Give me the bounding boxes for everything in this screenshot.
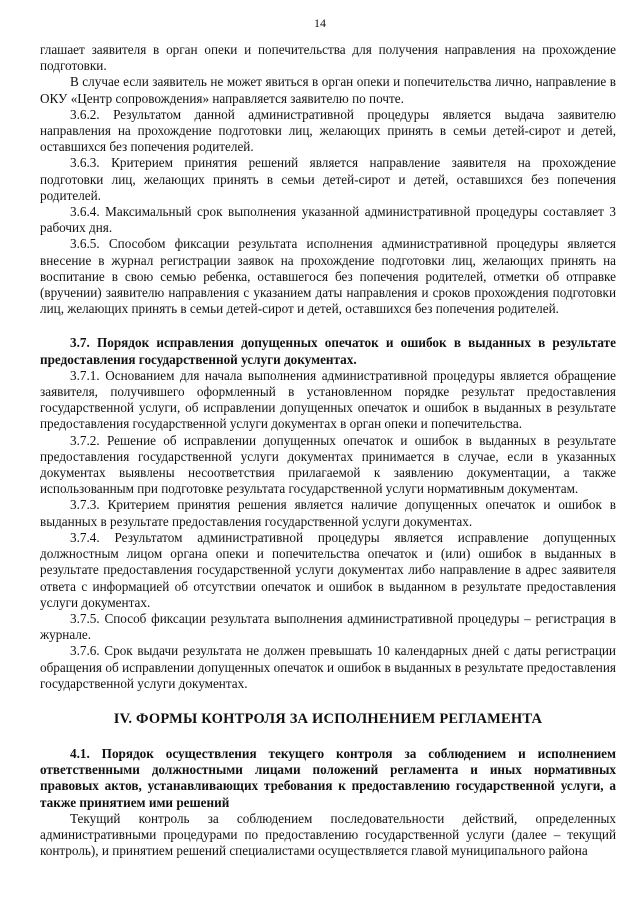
paragraph-3-7-4: 3.7.4. Результатом административной процедуры является исправление допущенных должностным лицом органа опеки и попечительства опечаток и (или) ошибок в выданных в результате предоставления государственной услуги документах либо направление в адрес заявителя ответа с информацией об отсутствии опечаток и ошибок в выданном в результате предоставления услуги документах. (40, 529, 616, 610)
paragraph-3-7-6: 3.7.6. Срок выдачи результата не должен превышать 10 календарных дней с даты регистрации обращения об исправлении допущенных опечаток и ошибок в выданных в результате предоставления государственной услуги документах. (40, 643, 616, 691)
paragraph-continuation: глашает заявителя в орган опеки и попечительства для получения направления на прохождение подготовки. (40, 42, 616, 74)
paragraph-3-7-5: 3.7.5. Способ фиксации результата выполнения административной процедуры – регистрация в журнале. (40, 610, 616, 643)
heading-4-1: 4.1. Порядок осуществления текущего контроля за соблюдением и исполнением ответственными должностными лицами положений регламента и иных нормативных правовых актов, устанавливающих требования к предоставлению государственной услуги, а также принятием ими решений (40, 745, 616, 810)
paragraph-4-1-text: Текущий контроль за соблюдением последовательности действий, определенных административными процедурами по предоставлению государственной услуги (далее – текущий контроль), и принятием решений специалистами осуществляется главой муниципального района (40, 810, 616, 859)
paragraph-3-6-4: 3.6.4. Максимальный срок выполнения указанной административной процедуры составляет 3 рабочих дня. (40, 204, 616, 236)
paragraph-3-6-2: 3.6.2. Результатом данной административной процедуры является выдача заявителю направления на прохождение подготовки лиц, желающих принять в семьи детей-сирот и детей, оставшихся без попечения родителей. (40, 106, 616, 155)
paragraph-3-7-2: 3.7.2. Решение об исправлении допущенных опечаток и ошибок в выданных в результате предоставления государственной услуги документах принимается в случае, если в указанных документах выявлены несоответствия прилагаемой к заявлению документации, а также использованным при подготовке результата государственной услуги нормативным документам. (40, 432, 616, 497)
paragraph-3-7-1: 3.7.1. Основанием для начала выполнения административной процедуры является обращение заявителя, получившего оформленный в установленном порядке результат предоставления государственной услуги, об исправлении допущенных опечаток и ошибок в выданных в результате предоставления государственной услуги документах в орган опеки и попечительства. (40, 367, 616, 432)
paragraph-3-6-3: 3.6.3. Критерием принятия решений является направление заявителя на прохождение подготовки лиц, желающих принять в семьи детей-сирот и детей, оставшихся без попечения родителей. (40, 155, 616, 203)
paragraph-3-6-5: 3.6.5. Способом фиксации результата исполнения административной процедуры является внесение в журнал регистрации заявок на прохождение подготовки лиц, желающих принять на воспитание в свою семью ребенка, оставшегося без попечения родителей, отметки об отправке (вручении) заявителю направления с указанием даты направления и сроков прохождения подготовки лиц, желающих принять в семьи детей-сирот и детей, оставшихся без попечения родителей. (40, 236, 616, 317)
section-iv-title: IV. ФОРМЫ КОНТРОЛЯ ЗА ИСПОЛНЕНИЕМ РЕГЛАМЕНТА (113, 710, 543, 727)
paragraph-mail-delivery: В случае если заявитель не может явиться в орган опеки и попечительства лично, направление в ОКУ «Центр сопровождения» направляется заявителю по почте. (40, 74, 616, 106)
spacer (40, 317, 616, 335)
heading-3-7: 3.7. Порядок исправления допущенных опечаток и ошибок в выданных в результате предоставления государственной услуги документах. (40, 335, 616, 367)
paragraph-3-7-3: 3.7.3. Критерием принятия решения является наличие допущенных опечаток и ошибок в выданных в результате предоставления государственной услуги документах. (40, 497, 616, 529)
page-number: 14 (314, 16, 326, 30)
